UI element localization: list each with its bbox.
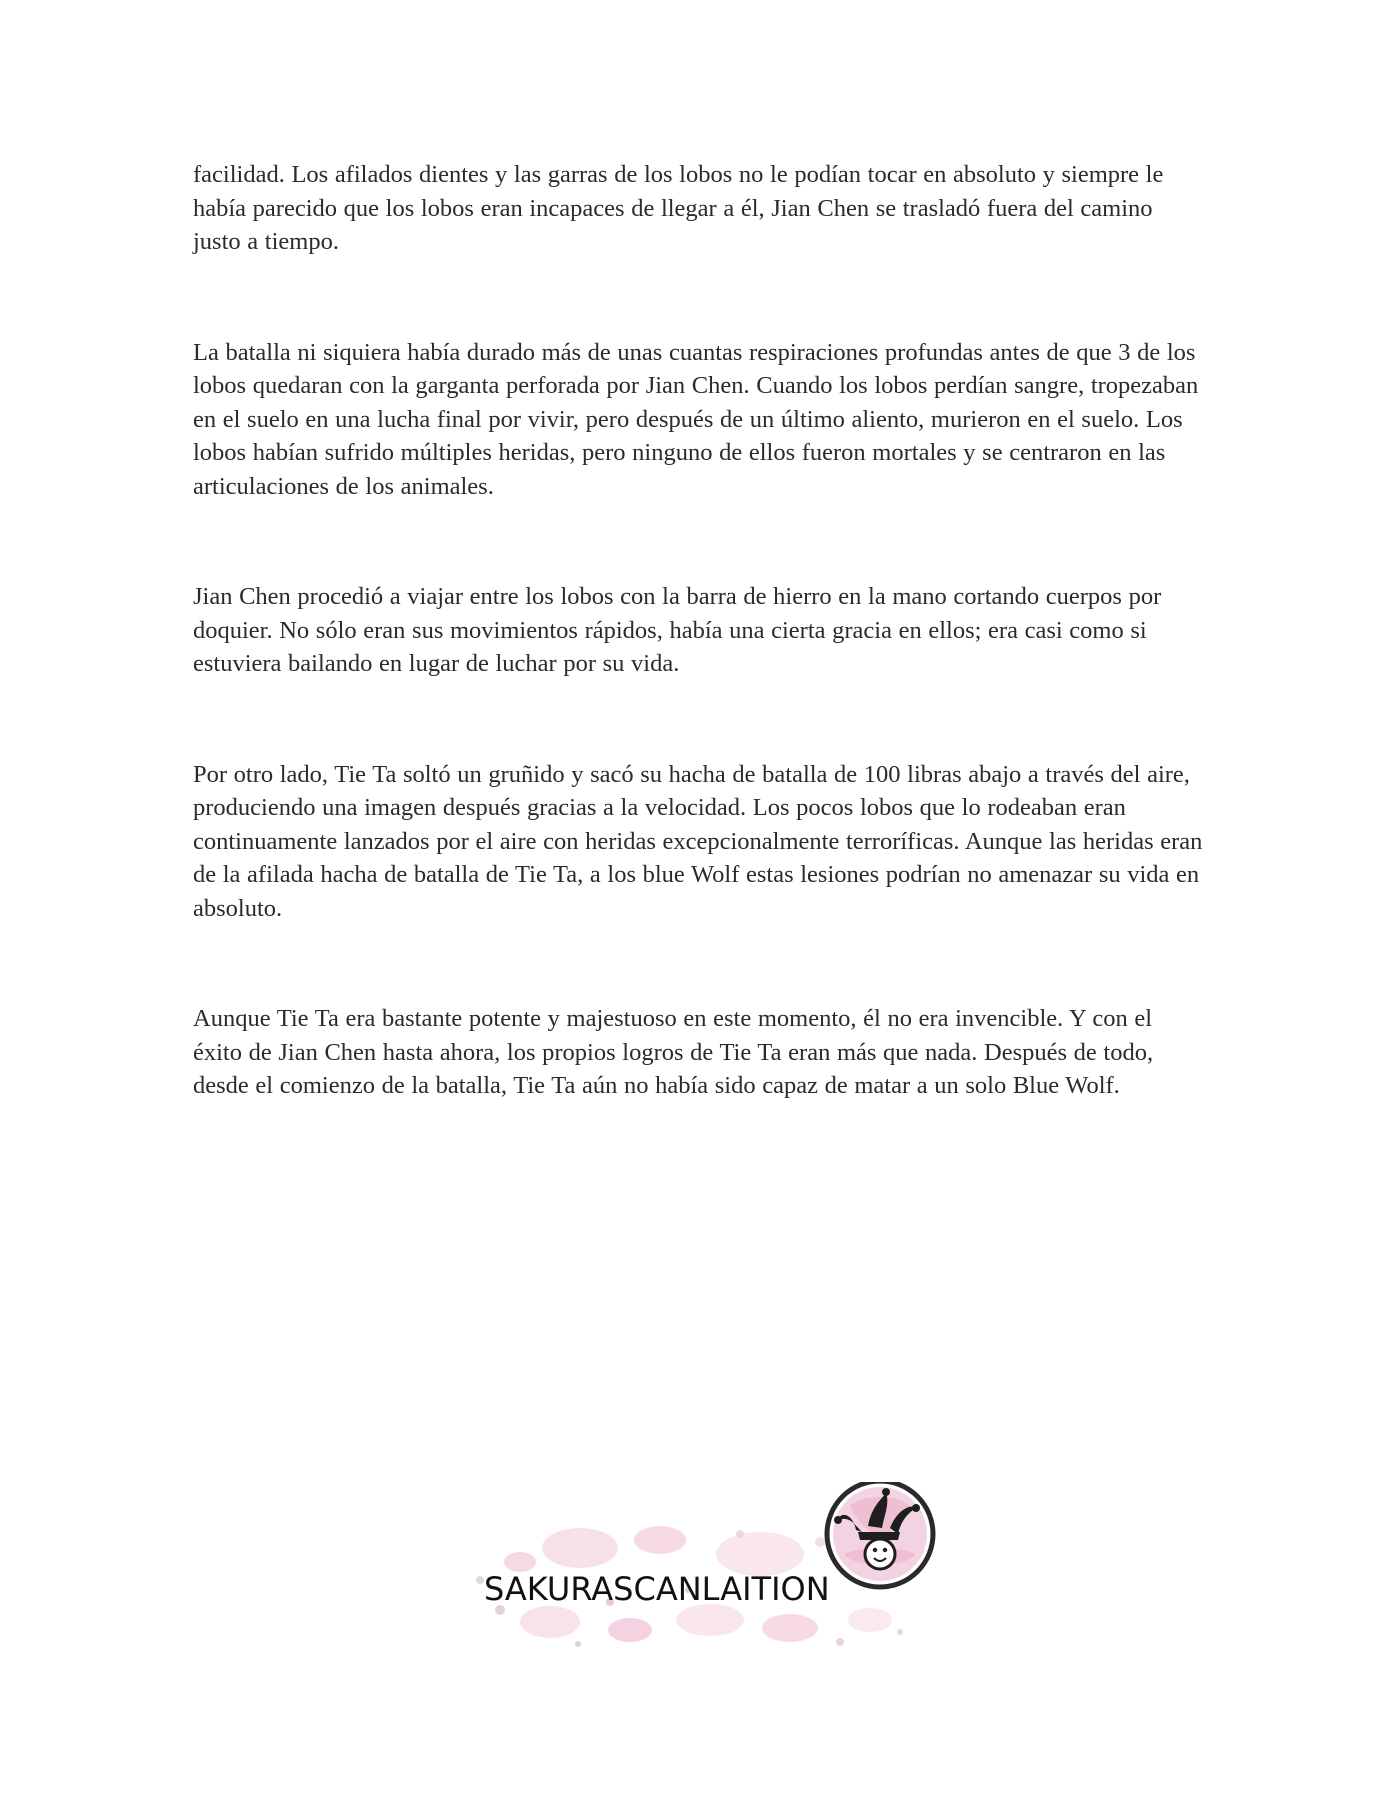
paragraph-3: Jian Chen procedió a viajar entre los lobos con la barra de hierro en la mano cortando cuerpos por doquier. No sólo eran sus movimientos rápidos, había una cierta gracia en ellos; era casi como si estuviera bailando en lugar de luchar por su vida. [193, 583, 1162, 677]
scanlation-watermark [460, 1482, 940, 1654]
jester-logo-icon [827, 1482, 933, 1587]
document-body [193, 158, 1203, 1103]
paragraph-1: facilidad. Los afilados dientes y las garras de los lobos no le podían tocar en absoluto y siempre le había parecido que los lobos eran incapaces de llegar a él, Jian Chen se trasladó fuera del camino justo a tiempo. [193, 161, 1164, 255]
paragraph-2: La batalla ni siquiera había durado más de unas cuantas respiraciones profundas antes de que 3 de los lobos quedaran con la garganta perforada por Jian Chen. Cuando los lobos perdían sangre, tropezaban en el suelo en una lucha final por vivir, pero después de un último aliento, murieron en el suelo. Los lobos habían sufrido múltiples heridas, pero ninguno de ellos fueron mortales y se centraron en las articulaciones de los animales. [193, 338, 1199, 500]
sakura-petals-background [460, 1482, 940, 1654]
paragraph-4: Por otro lado, Tie Ta soltó un gruñido y sacó su hacha de batalla de 100 libras abajo a través del aire, produciendo una imagen después gracias a la velocidad. Los pocos lobos que lo rodeaban eran continuamente lanzados por el aire con heridas excepcionalmente terroríficas. Aunque las heridas eran de la afilada hacha de batalla de Tie Ta, a los blue Wolf estas lesiones podrían no amenazar su vida en absoluto. [193, 760, 1203, 922]
paragraph-5: Aunque Tie Ta era bastante potente y majestuoso en este momento, él no era invencible. Y con el éxito de Jian Chen hasta ahora, los propios logros de Tie Ta eran más que nada. Después de todo, desde el comienzo de la batalla, Tie Ta aún no había sido capaz de matar a un solo Blue Wolf. [193, 1005, 1154, 1099]
watermark-text: SAKURASCANLAITION [484, 1570, 830, 1608]
